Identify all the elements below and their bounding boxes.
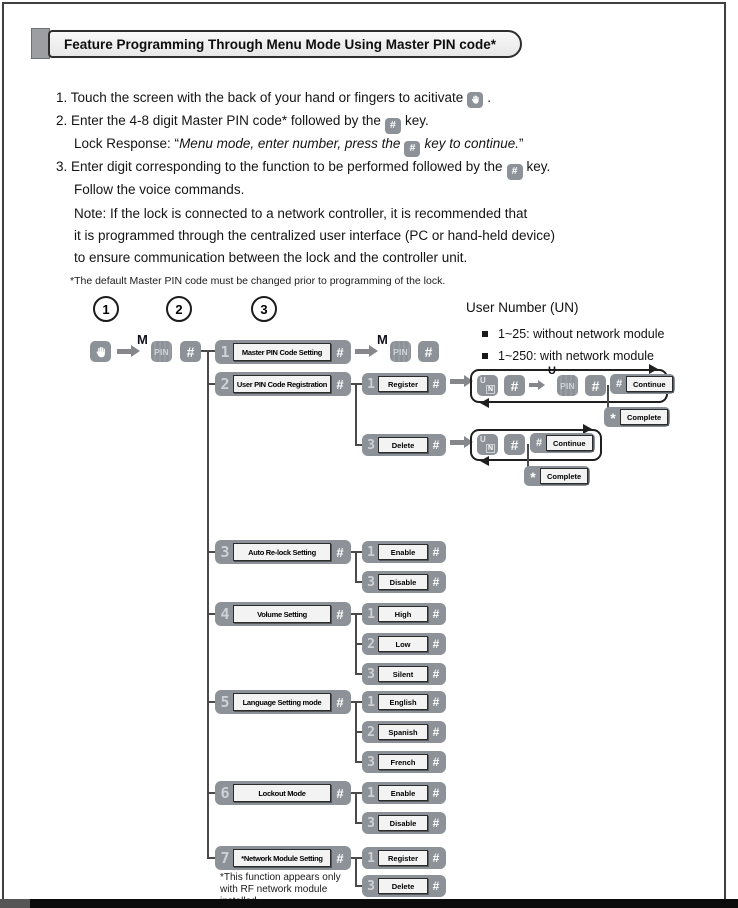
step-circle-1: 1 — [93, 296, 119, 322]
bottom-bar — [30, 899, 738, 908]
menu-box-user-pin-code-registration: 2 User PIN Code Registration # — [215, 372, 351, 396]
hash-key-icon: # — [336, 376, 344, 392]
trunk-connector — [207, 351, 209, 858]
hash-key-icon: # — [507, 164, 523, 180]
note-block — [56, 203, 696, 269]
pin-key-icon: PIN — [390, 341, 411, 362]
sub-box-delete: 3 Delete # — [362, 434, 446, 456]
continue-capsule: # Continue — [530, 433, 595, 453]
continue-capsule: # Continue — [610, 374, 675, 394]
sub-box-silent: 3 Silent # — [362, 663, 446, 685]
connector — [207, 792, 215, 794]
connector — [527, 444, 529, 467]
lock-response-line: Lock Response: “Menu mode, enter number, press the # key to continue.” — [56, 132, 696, 155]
hash-key-icon: # — [180, 341, 201, 362]
connector — [355, 761, 362, 763]
arrow-icon — [117, 349, 132, 354]
sub-box-register: 1 Register # — [362, 847, 446, 869]
connector — [355, 552, 357, 582]
network-module-footnote: *This function appears only with RF network module — [220, 872, 341, 895]
hash-key-icon: # — [336, 544, 344, 560]
hash-key-icon: # — [432, 377, 440, 391]
hash-key-icon: # — [432, 786, 440, 800]
master-superscript: M — [377, 332, 388, 347]
arrow-icon — [355, 349, 370, 354]
sub-box-delete: 3 Delete # — [362, 875, 446, 897]
connector — [355, 384, 357, 445]
follow-voice-line: Follow the voice commands. — [74, 182, 245, 197]
step-1: 1. Touch the screen with the back of your hand or fingers to acitivate . — [56, 86, 696, 109]
connector — [207, 857, 215, 859]
legend-item-1: 1~25: without network module — [482, 327, 664, 341]
hash-key-icon: # — [432, 545, 440, 559]
connector — [207, 613, 215, 615]
connector — [607, 385, 609, 409]
sub-box-low: 2 Low # — [362, 633, 446, 655]
hash-key-icon: # — [432, 637, 440, 651]
section-header — [48, 30, 522, 58]
connector — [355, 731, 362, 733]
arrow-icon — [450, 440, 465, 445]
sub-box-spanish: 2 Spanish # — [362, 721, 446, 743]
hash-key-icon: # — [336, 344, 344, 360]
hash-key-icon: # — [535, 437, 543, 449]
hand-key-icon — [90, 341, 111, 362]
hash-key-icon: # — [336, 694, 344, 710]
hash-key-icon: # — [336, 606, 344, 622]
hash-key-icon: # — [504, 375, 525, 396]
connector — [207, 701, 215, 703]
pin-key-icon: PIN — [151, 341, 172, 362]
connector — [355, 793, 357, 823]
connector — [355, 885, 362, 887]
menu-box-volume-setting: 4 Volume Setting # — [215, 602, 351, 626]
hand-key-icon — [467, 92, 483, 108]
user-superscript: U — [548, 365, 556, 377]
bullet-icon — [482, 353, 488, 359]
connector — [355, 822, 362, 824]
hash-key-icon: # — [432, 816, 440, 830]
connector — [355, 858, 357, 886]
step-2: 2. Enter the 4-8 digit Master PIN code* followed by the # key. — [56, 109, 696, 132]
hash-key-icon: # — [404, 141, 420, 157]
menu-box-language-setting-mode: 5 Language Setting mode # — [215, 690, 351, 714]
bottom-bar-left-segment — [0, 899, 30, 908]
hash-key-icon: # — [432, 667, 440, 681]
hash-key-icon: # — [418, 341, 439, 362]
sub-box-register: 1 Register # — [362, 373, 446, 395]
master-pin-footnote: *The default Master PIN code must be changed prior to programming of the lock. — [70, 275, 446, 287]
menu-box-master-pin-code-setting: 1 Master PIN Code Setting # — [215, 340, 351, 364]
connector — [355, 581, 362, 583]
hash-key-icon: # — [585, 375, 606, 396]
hash-key-icon: # — [336, 850, 344, 866]
step-3: 3. Enter digit corresponding to the function to be performed followed by the # key. — [56, 155, 696, 178]
sub-box-enable: 1 Enable # — [362, 782, 446, 804]
step-circle-2: 2 — [166, 296, 192, 322]
connector — [355, 444, 362, 446]
hash-key-icon: # — [432, 607, 440, 621]
note-line-1: Note: If the lock is connected to a network controller, it is recommended that — [74, 206, 528, 221]
arrow-icon — [450, 379, 465, 384]
hash-key-icon: # — [432, 695, 440, 709]
connector — [355, 673, 362, 675]
arrow-icon — [529, 383, 539, 387]
hash-key-icon: # — [432, 851, 440, 865]
instructions-block — [56, 86, 696, 287]
connector — [355, 643, 362, 645]
hash-key-icon: # — [432, 755, 440, 769]
sub-box-high: 1 High # — [362, 603, 446, 625]
menu-box-auto-relock-setting: 3 Auto Re-lock Setting # — [215, 540, 351, 564]
menu-box-lockout-mode: 6 Lockout Mode # — [215, 781, 351, 805]
hash-key-icon: # — [504, 434, 525, 455]
hash-key-icon: # — [432, 575, 440, 589]
master-superscript: M — [137, 332, 148, 347]
user-number-key-icon: U N — [477, 434, 498, 455]
note-line-2: it is programmed through the centralized user interface (PC or hand-held device) — [74, 228, 555, 243]
hash-key-icon: # — [615, 378, 623, 390]
hash-key-icon: # — [432, 438, 440, 452]
user-number-legend-title: User Number (UN) — [466, 300, 579, 315]
sub-box-english: 1 English # — [362, 691, 446, 713]
bullet-icon — [482, 331, 488, 337]
sub-box-disable: 3 Disable # — [362, 812, 446, 834]
star-key-icon: * — [610, 410, 616, 426]
star-key-icon: * — [530, 469, 536, 485]
hash-key-icon: # — [385, 118, 401, 134]
sub-box-french: 3 French # — [362, 751, 446, 773]
section-title: Feature Programming Through Menu Mode Using Master PIN code* — [64, 36, 497, 52]
sub-box-disable: 3 Disable # — [362, 571, 446, 593]
hash-key-icon: # — [432, 725, 440, 739]
menu-box-network-module-setting: 7 *Network Module Setting # — [215, 846, 351, 870]
hash-key-icon: # — [336, 785, 344, 801]
connector — [207, 551, 215, 553]
complete-capsule: * Complete — [604, 407, 670, 427]
pin-key-icon: PIN — [557, 375, 578, 396]
hash-key-icon: # — [432, 879, 440, 893]
step-circle-3: 3 — [251, 296, 277, 322]
user-number-key-icon: U N — [477, 375, 498, 396]
connector — [207, 383, 215, 385]
sub-box-enable: 1 Enable # — [362, 541, 446, 563]
complete-capsule: * Complete — [524, 466, 590, 486]
legend-item-2: 1~250: with network module — [482, 349, 654, 363]
note-line-3: to ensure communication between the lock and the controller unit. — [74, 250, 468, 265]
